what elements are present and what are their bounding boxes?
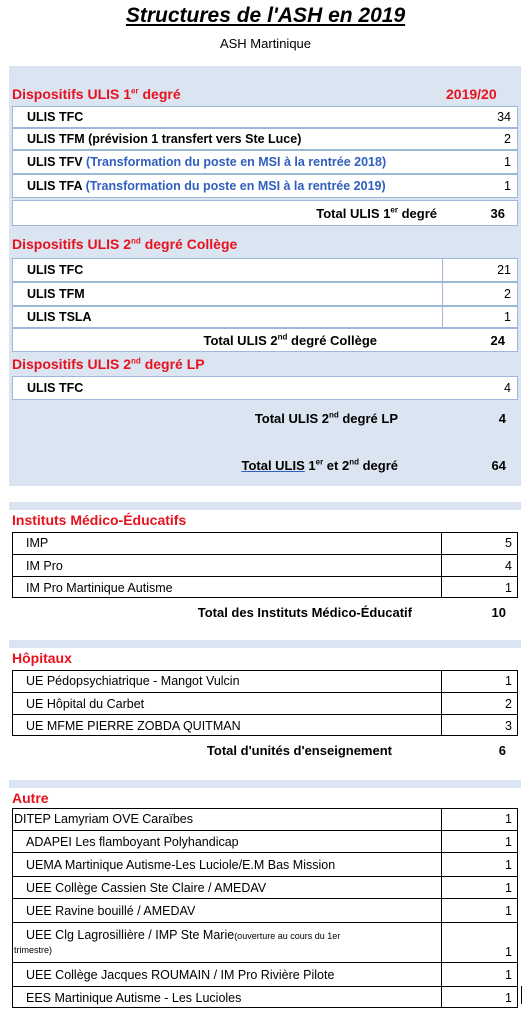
table-row	[442, 282, 518, 306]
table-row	[12, 922, 518, 962]
row-note: (Transformation du poste en MSI à la rentrée 2018)	[86, 155, 387, 169]
total-value: 10	[491, 604, 506, 620]
row-label: UEMA Martinique Autisme-Les Luciole/E.M Bas Mission	[26, 857, 336, 872]
table-row	[12, 986, 518, 1008]
row-label: ULIS TFM (prévision 1 transfert vers Ste Luce)	[27, 132, 302, 146]
row-value: 1	[504, 310, 511, 324]
autre-section-band	[9, 780, 521, 788]
total-value: 4	[498, 410, 506, 426]
table-row	[12, 174, 518, 198]
row-value: 1	[505, 580, 512, 595]
row-label: ULIS TSLA	[27, 310, 92, 324]
table-row	[12, 282, 442, 306]
total-value: 6	[498, 742, 506, 758]
total-label: Total ULIS 1er et 2nd degré	[241, 457, 398, 473]
table-row	[12, 808, 518, 830]
hopitaux-divider	[441, 670, 442, 736]
ime-total	[12, 600, 518, 624]
table-row	[12, 306, 442, 328]
table-row	[12, 962, 518, 986]
total-label: Total d'unités d'enseignement	[206, 742, 392, 758]
row-label: UEE Ravine bouillé / AMEDAV	[26, 903, 196, 918]
total-label: Total ULIS 2nd degré LP	[254, 410, 398, 426]
row-value: 1	[505, 834, 512, 849]
table-row	[442, 306, 518, 328]
row-value: 1	[505, 674, 512, 688]
table-row	[12, 554, 518, 576]
table-row	[12, 830, 518, 852]
table-row	[12, 150, 518, 174]
row-label: ADAPEI Les flamboyant Polyhandicap	[26, 834, 239, 849]
row-value: 2	[504, 132, 511, 146]
row-value: 4	[505, 558, 512, 573]
row-label: UE Hôpital du Carbet	[26, 696, 145, 711]
row-value: 2	[504, 287, 511, 301]
row-value: 21	[497, 263, 511, 277]
row-value: 1	[505, 880, 512, 895]
row-label: ULIS TFA (Transformation du poste en MSI à la rentrée 2019)	[27, 179, 386, 193]
table-row	[12, 714, 518, 736]
row-note: (ouverture au cours du 1er	[234, 931, 341, 941]
text-cursor	[521, 986, 522, 1004]
autre-heading: Autre	[12, 790, 49, 806]
table-row	[12, 692, 518, 714]
ulis2-college-heading: Dispositifs ULIS 2nd degré Collège	[12, 236, 238, 252]
total-value: 64	[491, 457, 506, 473]
ime-divider	[441, 532, 442, 598]
total-label: Total des Instituts Médico-Éducatif	[197, 604, 412, 620]
ime-section-band	[9, 502, 521, 510]
row-value: 1	[504, 155, 511, 169]
total-value: 24	[490, 332, 505, 348]
row-label: UE MFME PIERRE ZOBDA QUITMAN	[26, 718, 241, 733]
table-row	[12, 852, 518, 876]
page-subtitle: ASH Martinique	[219, 36, 312, 51]
row-label: EES Martinique Autisme - Les Lucioles	[26, 990, 242, 1005]
table-row	[12, 106, 518, 128]
ulis1-total	[12, 200, 518, 226]
row-value: 34	[497, 110, 511, 124]
table-row	[442, 258, 518, 282]
row-label: UEE Clg Lagrosillière / IMP Ste Marie(ouverture au cours du 1er trimestre)	[14, 928, 341, 955]
hopitaux-heading: Hôpitaux	[12, 650, 72, 666]
table-row	[12, 898, 518, 922]
table-row	[12, 876, 518, 898]
row-label: IM Pro Martinique Autisme	[26, 580, 173, 595]
page-title: Structures de l'ASH en 2019	[125, 4, 406, 27]
row-value: 1	[505, 945, 512, 959]
row-label: IMP	[26, 536, 49, 550]
ime-heading: Instituts Médico-Éducatifs	[12, 512, 187, 528]
total-label: Total ULIS 1er degré	[316, 205, 437, 221]
table-row	[12, 576, 518, 598]
row-label: UEE Collège Cassien Ste Claire / AMEDAV	[26, 880, 267, 895]
row-label: ULIS TFC	[27, 110, 84, 124]
row-value: 4	[504, 381, 511, 395]
ulis2-college-total	[12, 328, 518, 352]
table-row	[12, 670, 518, 692]
row-label: DITEP Lamyriam OVE Caraïbes	[14, 812, 193, 826]
ulis-grand-total	[12, 452, 518, 478]
total-value: 36	[490, 205, 505, 221]
row-value: 1	[505, 903, 512, 918]
row-note: (Transformation du poste en MSI à la rentrée 2019)	[85, 179, 386, 193]
row-label: ULIS TFM	[27, 287, 85, 301]
ulis2-lp-total	[12, 404, 518, 432]
row-value: 5	[505, 536, 512, 550]
table-row	[12, 532, 518, 554]
row-label: ULIS TFV (Transformation du poste en MSI à la rentrée 2018)	[27, 155, 387, 169]
row-label: ULIS TFC	[27, 263, 84, 277]
row-label: UEE Collège Jacques ROUMAIN / IM Pro Rivière Pilote	[26, 967, 335, 982]
ulis1-year: 2019/20	[446, 86, 497, 102]
row-value: 1	[505, 990, 512, 1005]
row-label: UE Pédopsychiatrique - Mangot Vulcin	[26, 674, 240, 688]
row-note-continued: trimestre)	[14, 945, 52, 955]
table-row	[12, 128, 518, 150]
row-value: 1	[505, 967, 512, 982]
row-value: 1	[504, 179, 511, 193]
hopitaux-total	[12, 738, 518, 762]
row-label: ULIS TFC	[27, 381, 84, 395]
table-row	[12, 258, 442, 282]
table-row	[12, 376, 518, 400]
row-value: 1	[505, 812, 512, 826]
row-value: 2	[505, 696, 512, 711]
ulis2-lp-heading: Dispositifs ULIS 2nd degré LP	[12, 356, 205, 372]
ulis1-heading: Dispositifs ULIS 1er degré	[12, 86, 181, 102]
row-value: 1	[505, 857, 512, 872]
row-label: IM Pro	[26, 558, 63, 573]
row-value: 3	[505, 718, 512, 733]
total-label: Total ULIS 2nd degré Collège	[203, 332, 377, 348]
hopitaux-section-band	[9, 640, 521, 648]
